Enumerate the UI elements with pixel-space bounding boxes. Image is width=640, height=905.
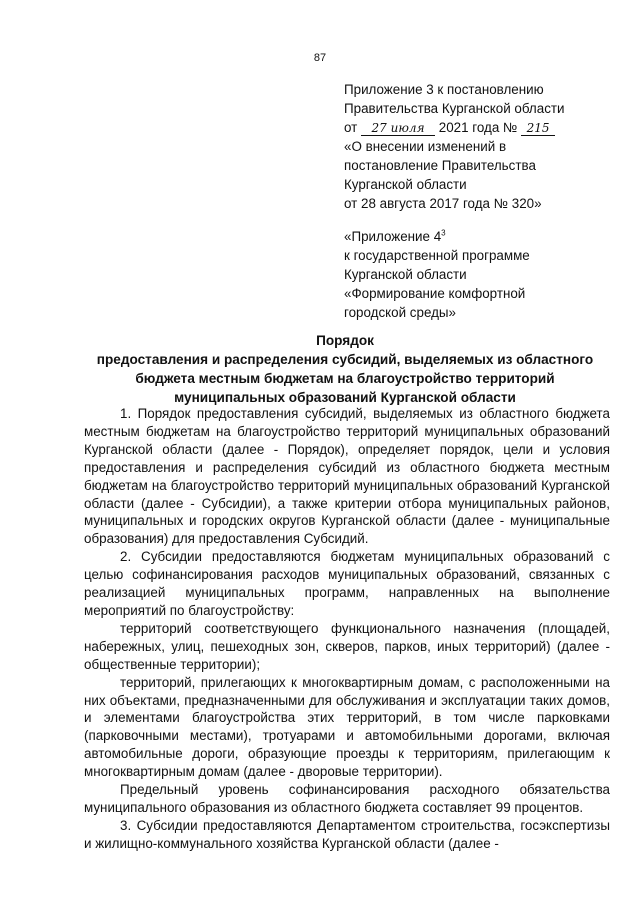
header-line: Приложение 3 к постановлению	[344, 82, 544, 97]
title-line: бюджета местным бюджетам на благоустройство территорий	[135, 371, 555, 386]
paragraph: 2. Субсидии предоставляются бюджетам муниципальных образований с целью софинансирования расходов муниципальных образований, связанных с реализацией муниципальных программ, направленных на выполнение мероприятий по благоустройству:	[84, 549, 610, 618]
appendix-line: городской среды»	[344, 305, 456, 320]
paragraph: 3. Субсидии предоставляются Департаментом строительства, госэкспертизы и жилищно-коммунального хозяйства Курганской области (далее -	[84, 817, 610, 851]
page-number: 87	[313, 52, 327, 64]
appendix-line: к государственной программе	[344, 248, 530, 263]
paragraph: Предельный уровень софинансирования расходного обязательства муниципального образования из областного бюджета составляет 99 процентов.	[84, 782, 610, 815]
header-line: постановление Правительства	[344, 158, 536, 173]
title-line: предоставления и распределения субсидий, выделяемых из областного	[96, 352, 594, 367]
title-line: Порядок	[316, 333, 374, 348]
handwritten-number: 215	[521, 121, 555, 136]
header-line: Курганской области	[344, 177, 467, 192]
paragraph: территорий соответствующего функционального назначения (площадей, набережных, улиц, пешеходных зон, скверов, парков, иных территорий) (далее - общественные территории);	[84, 620, 610, 672]
header-date-line	[344, 118, 614, 137]
header-line: Правительства Курганской области	[344, 101, 565, 116]
header-block	[344, 80, 614, 322]
appendix-superscript: 3	[441, 228, 446, 238]
header-line: от 28 августа 2017 года № 320»	[344, 196, 542, 211]
header-line: «О внесении изменений в	[344, 139, 507, 154]
appendix-line	[344, 227, 614, 246]
appendix-line: «Формирование комфортной	[344, 286, 526, 301]
appendix-line: Курганской области	[344, 267, 467, 282]
handwritten-date: 27 июля	[361, 121, 435, 136]
date-prefix: от	[344, 120, 358, 135]
date-year: 2021 года №	[438, 120, 518, 135]
document-body	[84, 405, 610, 853]
paragraph: территорий, прилегающих к многоквартирным домам, с расположенными на них объектами, предназначенными для обслуживания и эксплуатации таких домов, и элементами благоустройства этих территорий, в том числе парковками (парковочными местами), тротуарами и автомобильными дорогами, включая автомобильные дороги, образующие проезды к территориям, прилегающим к многоквартирным домам (далее - дворовые территории).	[84, 674, 610, 780]
paragraph: 1. Порядок предоставления субсидий, выделяемых из областного бюджета местным бюджетам на благоустройство территорий муниципальных образований Курганской области (далее - Порядок), определяет порядок, цели и условия предоставления и распределения субсидий из областного бюджета местным бюджетам на благоустройство территорий муниципальных образований Курганской области (далее - Субсидии), а также критерии отбора муниципальных районов, муниципальных и городских округов Курганской области (далее - муниципальные образования) для предоставления Субсидий.	[84, 406, 610, 547]
appendix-title: «Приложение 4	[344, 229, 442, 244]
title-line: муниципальных образований Курганской области	[174, 390, 516, 405]
document-title	[60, 331, 630, 407]
